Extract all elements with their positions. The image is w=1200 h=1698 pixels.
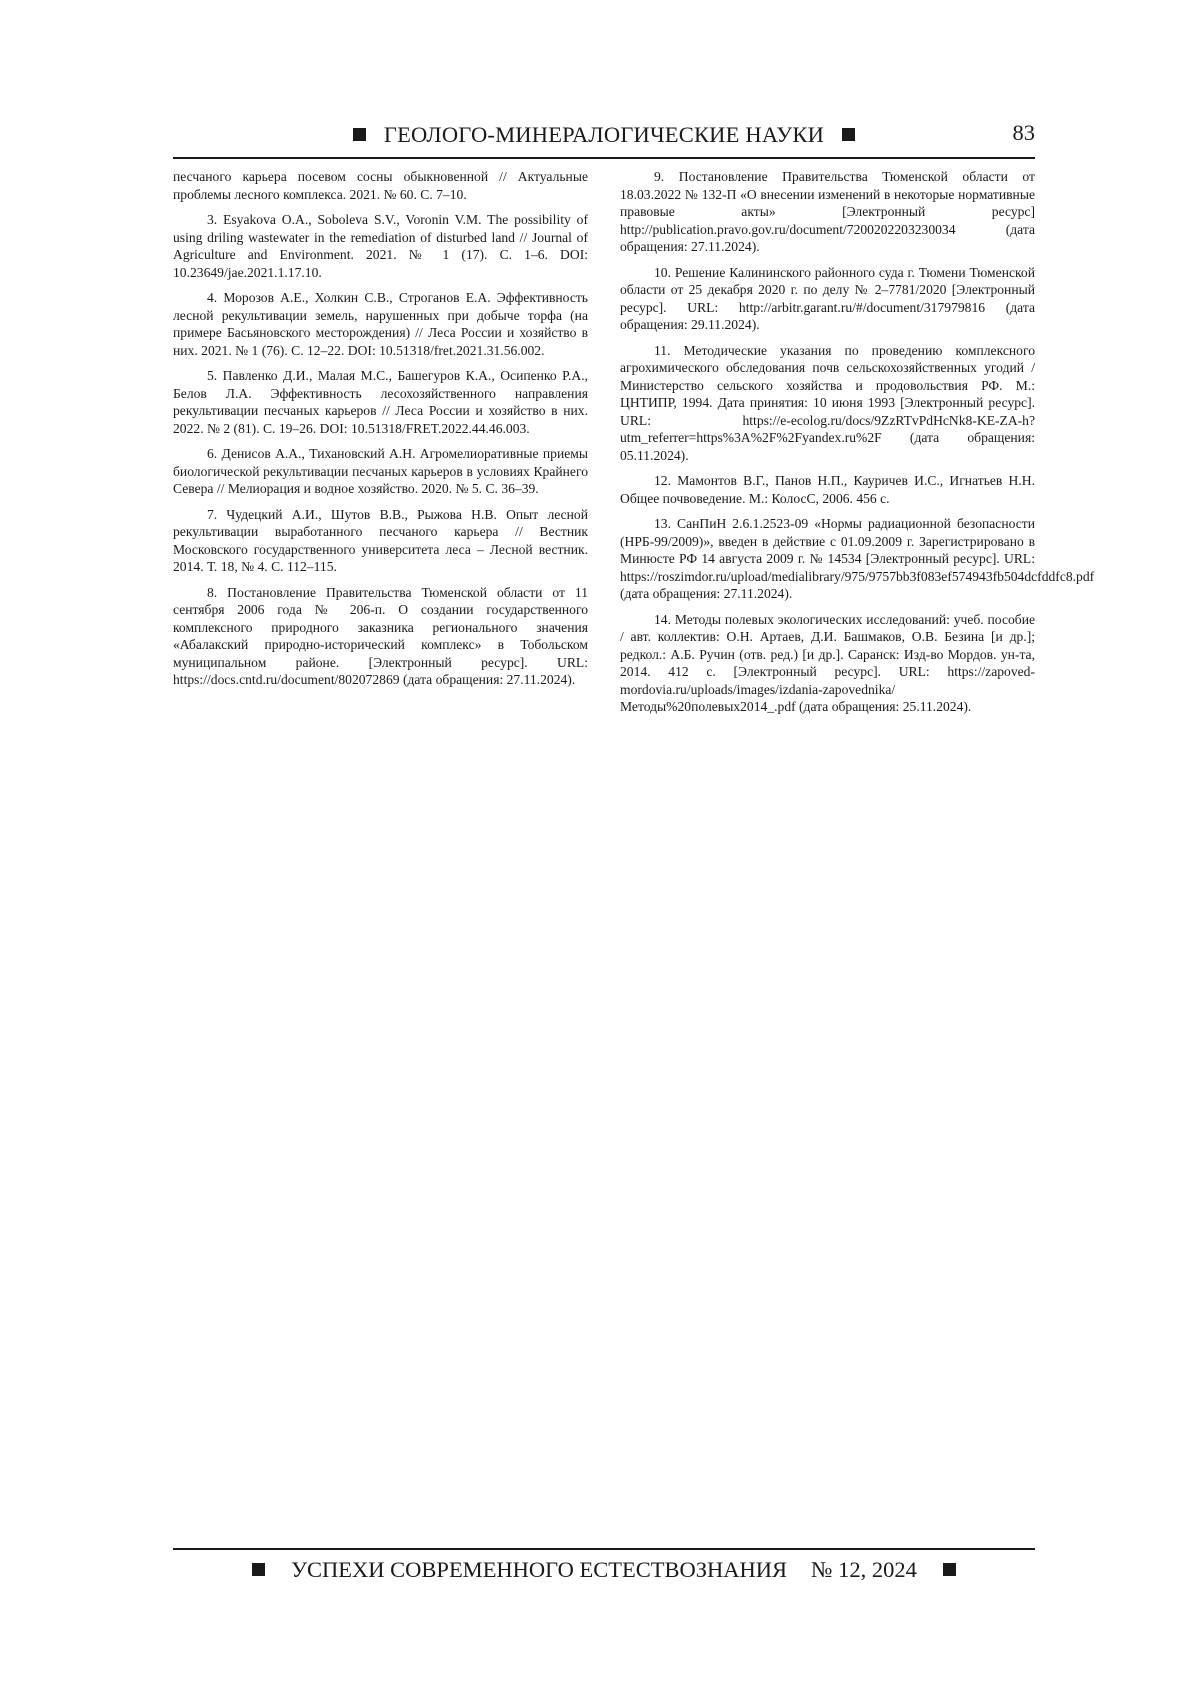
references-right-column (620, 168, 1095, 724)
running-head (173, 118, 1035, 156)
page-number: 83 (1012, 120, 1035, 145)
footer-rule (173, 1548, 1035, 1550)
reference-item: 12. Мамонтов В.Г., Панов Н.П., Кауричев И.С., Игнатьев Н.Н. Общее почвоведение. М.: КолосС, 2006. 456 с. (620, 473, 1035, 506)
square-bullet-icon (943, 1563, 956, 1576)
reference-item: 7. Чудецкий А.И., Шутов В.В., Рыжова Н.В. Опыт лесной рекультивации выработанного песчаного карьера // Вестник Московского государственного университета леса – Лесной вестник. 2014. Т. 18, № 4. С. 112–115. (173, 506, 588, 574)
reference-item: 11. Методические указания по проведению комплексного агрохимического обследования почв сельскохозяйственных угодий / Министерство сельского хозяйства и продовольствия РФ. М.: ЦНТИПР, 1994. Дата принятия: 10 июня 1993 [Электронный ресурс]. URL: https://e-ecolog.ru/docs/9ZzRTvPdHcNk8-KE-ZA-h?utm_referrer=https%3A%2F%2Fyandex.ru%2F (дата обращения: 05.11.2024). (620, 342, 1035, 463)
reference-item: 6. Денисов А.А., Тихановский А.Н. Агромелиоративные приемы биологической рекультивации песчаных карьеров в условиях Крайнего Севера // Мелиорация и водное хозяйство. 2020. № 5. С. 36–39. (173, 446, 588, 496)
section-title-line (173, 122, 1035, 148)
issue-number: № 12, 2024 (811, 1557, 917, 1582)
reference-item: 8. Постановление Правительства Тюменской области от 11 сентября 2006 года № 206-п. О создании государственного комплексного природного заказника регионального значения «Абалакский природно-исторический комплекс» в Тобольском муниципальном районе. [Электронный ресурс]. URL: https://docs.cntd.ru/document/802072869 (дата обращения: 27.11.2024). (173, 584, 588, 687)
reference-item: песчаного карьера посевом сосны обыкновенной // Актуальные проблемы лесного комплекса. 2021. № 60. С. 7–10. (173, 169, 588, 202)
reference-item: 3. Esyakova O.A., Soboleva S.V., Voronin V.M. The possibility of using driling wastewater in the remediation of disturbed land // Journal of Agriculture and Environment. 2021. № 1 (17). С. 1–6. DOI: 10.23649/jae.2021.1.17.10. (173, 212, 588, 280)
square-bullet-icon (353, 128, 366, 141)
running-foot (173, 1557, 1035, 1591)
reference-item: 10. Решение Калининского районного суда г. Тюмени Тюменской области от 25 декабря 2020 г. по делу № 2–7781/2020 [Электронный ресурс]. URL: http://arbitr.garant.ru/#/document/317979816 (дата обращения: 29.11.2024). (620, 264, 1035, 332)
square-bullet-icon (252, 1563, 265, 1576)
section-title: ГЕОЛОГО-МИНЕРАЛОГИЧЕСКИЕ НАУКИ (383, 122, 825, 147)
reference-item: 5. Павленко Д.И., Малая М.С., Башегуров К.А., Осипенко Р.А., Белов Л.А. Эффективность лесохозяйственного направления рекультивации песчаных карьеров // Леса России и хозяйство в них. 2022. № 2 (81). С. 19–26. DOI: 10.51318/FRET.2022.44.46.003. (173, 368, 588, 436)
square-bullet-icon (842, 128, 855, 141)
reference-item: 14. Методы полевых экологических исследований: учеб. пособие / авт. коллектив: О.Н. Артаев, Д.И. Башмаков, О.В. Безина [и др.]; редкол.: А.Б. Ручин (отв. ред.) [и др.]. Саранск: Изд-во Мордов. ун-та, 2014. 412 с. [Электронный ресурс]. URL: https://zapoved-mordovia.ru/uploads/images/izdania-zapovednika/Методы%20полевых2014_.pdf (дата обращения: 25.11.2024). (620, 611, 1035, 714)
journal-title: УСПЕХИ СОВРЕМЕННОГО ЕСТЕСТВОЗНАНИЯ (291, 1557, 788, 1582)
reference-item: 4. Морозов А.Е., Холкин С.В., Строганов Е.А. Эффективность лесной рекультивации земель, нарушенных при добыче торфа (на примере Басьяновского месторождения) // Леса России и хозяйство в них. 2021. № 1 (76). С. 12–22. DOI: 10.51318/fret.2021.31.56.002. (173, 290, 588, 358)
references-left-column (173, 168, 588, 697)
reference-item: 9. Постановление Правительства Тюменской области от 18.03.2022 № 132-П «О внесении изменений в некоторые нормативные правовые акты» [Электронный ресурс] http://publication.pravo.gov.ru/document/7200202203230034 (дата обращения: 27.11.2024). (620, 169, 1035, 254)
header-rule (173, 157, 1035, 159)
reference-item: 13. СанПиН 2.6.1.2523-09 «Нормы радиационной безопасности (НРБ-99/2009)», введен в действие с 01.09.2009 г. Зарегистрировано в Минюсте РФ 14 августа 2009 г. № 14534 [Электронный ресурс]. URL: https://roszimdor.ru/upload/medialibrary/975/9757bb3f083ef574943fb504dcfddfc8.pdf (дата обращения: 27.11.2024). (620, 516, 1095, 601)
